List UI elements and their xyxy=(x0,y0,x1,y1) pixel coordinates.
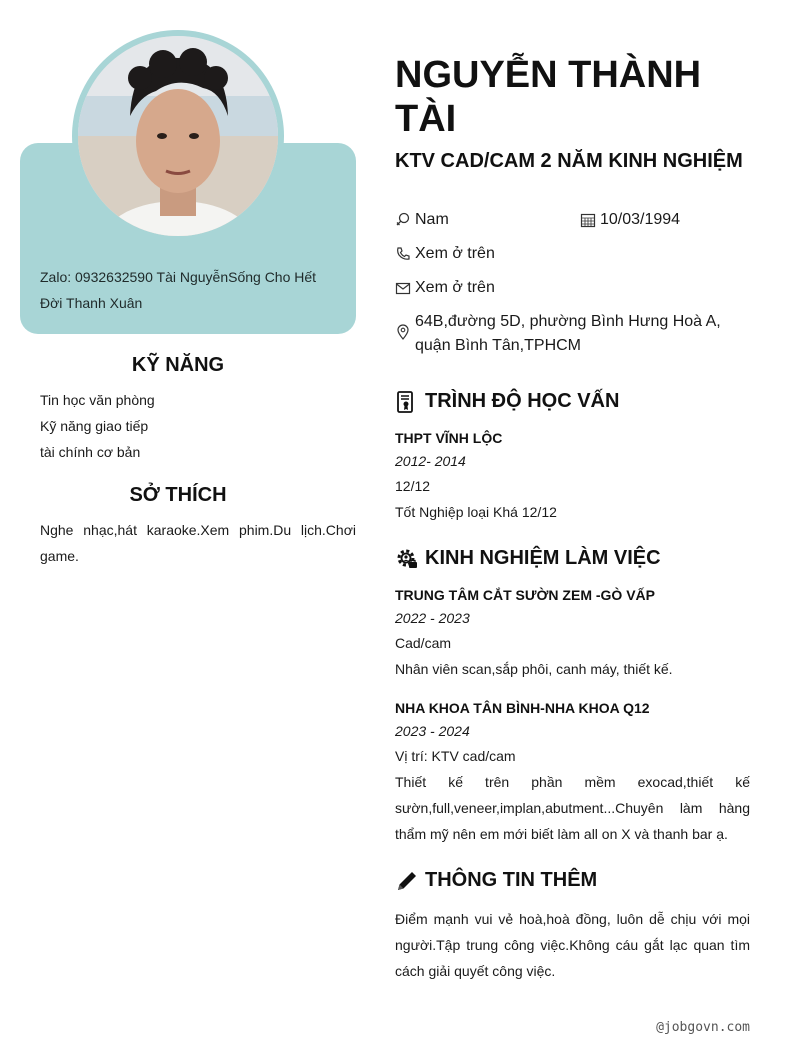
job-description: Nhân viên scan,sắp phôi, canh máy, thiết kế. xyxy=(395,661,673,677)
email-row xyxy=(395,276,750,300)
school-period: 2012- 2014 xyxy=(395,453,466,469)
job-role: Cad/cam xyxy=(395,635,452,651)
skill-item: Kỹ năng giao tiếp xyxy=(40,418,149,434)
school-note: Tốt Nghiệp loại Khá 12/12 xyxy=(395,504,557,520)
gear-user-icon xyxy=(395,547,419,571)
calendar-icon xyxy=(580,212,596,228)
address-value: 64B,đường 5D, phường Bình Hưng Hoà A, quận Bình Tân,TPHCM xyxy=(415,313,721,354)
phone-value: Xem ở trên xyxy=(415,245,495,262)
dob-row xyxy=(580,208,750,232)
experience-header xyxy=(395,547,750,573)
skill-item: Tin học văn phòng xyxy=(40,392,155,408)
gender-value: Nam xyxy=(415,211,449,228)
zalo-contact: Zalo: 0932632590 Tài NguyễnSống Cho Hết Đời Thanh Xuân xyxy=(40,269,317,311)
job-company: NHA KHOA TÂN BÌNH-NHA KHOA Q12 xyxy=(395,700,650,716)
avatar-ring xyxy=(72,30,284,242)
envelope-icon xyxy=(395,280,411,296)
experience-title: KINH NGHIỆM LÀM VIỆC xyxy=(425,547,661,569)
gender-icon xyxy=(395,212,411,228)
additional-title: THÔNG TIN THÊM xyxy=(425,869,598,891)
skills-title: KỸ NĂNG xyxy=(131,354,225,376)
address-row xyxy=(395,310,750,358)
school-grade: 12/12 xyxy=(395,478,431,494)
email-value: Xem ở trên xyxy=(415,279,495,296)
hobbies-text: Nghe nhạc,hát karaoke.Xem phim.Du lịch.Chơi game. xyxy=(40,522,356,564)
skills-list xyxy=(40,387,356,465)
additional-header xyxy=(395,869,750,895)
phone-row xyxy=(395,242,750,266)
job-period: 2022 - 2023 xyxy=(395,610,470,626)
full-name: NGUYỄN THÀNH TÀI xyxy=(395,54,702,140)
school-name: THPT VĨNH LỘC xyxy=(395,430,503,446)
dob-value: 10/03/1994 xyxy=(600,211,681,228)
location-pin-icon xyxy=(395,324,411,340)
avatar-photo xyxy=(78,36,278,236)
job-company: TRUNG TÂM CẮT SƯỜN ZEM -GÒ VẤP xyxy=(395,587,655,603)
additional-text: Điểm mạnh vui vẻ hoà,hoà đồng, luôn dễ chịu với mọi người.Tập trung công việc.Không cáu gắt lạc quan tìm cách giải quyết công việc. xyxy=(395,911,750,979)
job-role: Vị trí: KTV cad/cam xyxy=(395,748,516,764)
education-title: TRÌNH ĐỘ HỌC VẤN xyxy=(425,390,620,412)
footer-watermark: @jobgovn.com xyxy=(656,1020,750,1035)
job-period: 2023 - 2024 xyxy=(395,723,470,739)
phone-icon xyxy=(395,246,411,262)
pencil-icon xyxy=(395,869,419,893)
job-description: Thiết kế trên phần mềm exocad,thiết kế sườn,full,veneer,implan,abutment...Chuyên làm hàng thẩm mỹ nên em mới biết làm all on X và thanh bar ạ. xyxy=(395,774,750,842)
skill-item: tài chính cơ bản xyxy=(40,444,141,460)
job-title: KTV CAD/CAM 2 NĂM KINH NGHIỆM xyxy=(395,150,743,172)
certificate-icon xyxy=(395,390,419,414)
hobbies-title: SỞ THÍCH xyxy=(129,484,227,506)
education-header xyxy=(395,390,750,416)
avatar xyxy=(78,36,278,236)
